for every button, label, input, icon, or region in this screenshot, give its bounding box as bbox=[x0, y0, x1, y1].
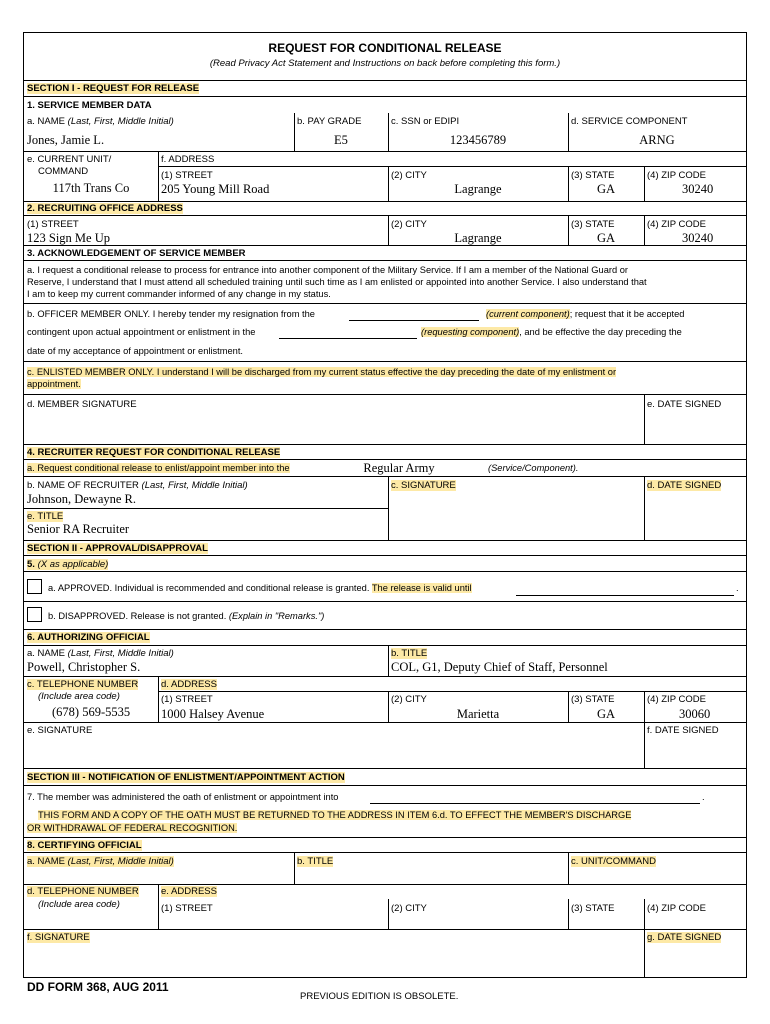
ro-state-field[interactable]: GA bbox=[596, 231, 616, 245]
ao-name-field[interactable]: Powell, Christopher S. bbox=[27, 660, 141, 674]
recruiter-signature-field[interactable] bbox=[388, 476, 644, 540]
co-unit-label: c. UNIT/COMMAND bbox=[571, 856, 656, 867]
street-field[interactable]: 205 Young Mill Road bbox=[161, 182, 270, 196]
approved-checkbox[interactable] bbox=[27, 579, 42, 594]
ack-b-line2-end: , and be effective the day preceding the bbox=[519, 327, 682, 337]
ao-city-label: (2) CITY bbox=[391, 694, 427, 705]
disapproved-text: b. DISAPPROVED. Release is not granted. (Explain in "Remarks.") bbox=[48, 611, 325, 621]
zip-field[interactable]: 30240 bbox=[682, 182, 714, 196]
ao-date-label: f. DATE SIGNED bbox=[647, 725, 719, 736]
ao-signature-field[interactable] bbox=[24, 722, 644, 768]
valid-until-blank[interactable] bbox=[516, 595, 734, 596]
approved-end: . bbox=[736, 583, 739, 593]
current-component-blank[interactable] bbox=[349, 320, 479, 321]
co-street-label: (1) STREET bbox=[161, 903, 213, 914]
co-date-label: g. DATE SIGNED bbox=[647, 932, 722, 943]
ro-state-label: (3) STATE bbox=[571, 219, 615, 230]
recruiter-title-field[interactable]: Senior RA Recruiter bbox=[27, 522, 130, 536]
co-phone-label: d. TELEPHONE NUMBER bbox=[27, 886, 139, 897]
recruiter-date-label: d. DATE SIGNED bbox=[647, 480, 722, 491]
ro-street-label: (1) STREET bbox=[27, 219, 79, 230]
item7-text: 7. The member was administered the oath of enlistment or appointment into bbox=[27, 792, 339, 802]
co-city-label: (2) CITY bbox=[391, 903, 427, 914]
member-date-signed-label: e. DATE SIGNED bbox=[647, 399, 722, 410]
section3-header: SECTION III - NOTIFICATION OF ENLISTMENT/APPOINTMENT ACTION bbox=[27, 772, 345, 783]
item3-header: 3. ACKNOWLEDGEMENT OF SERVICE MEMBER bbox=[27, 248, 246, 259]
section2-header: SECTION II - APPROVAL/DISAPPROVAL bbox=[27, 543, 208, 554]
oath-component-blank[interactable] bbox=[370, 803, 700, 804]
co-signature-label: f. SIGNATURE bbox=[27, 932, 90, 943]
ack-a-line3: I am to keep my current commander informed of any change in my status. bbox=[27, 289, 331, 299]
item2-header: 2. RECRUITING OFFICE ADDRESS bbox=[27, 203, 183, 214]
state-field[interactable]: GA bbox=[596, 182, 616, 196]
recruiter-name-field[interactable]: Johnson, Dewayne R. bbox=[27, 492, 137, 506]
member-signature-field[interactable] bbox=[24, 394, 644, 444]
ssn-field[interactable]: 123456789 bbox=[449, 133, 507, 147]
ao-zip-label: (4) ZIP CODE bbox=[647, 694, 706, 705]
item5-header: 5. (X as applicable) bbox=[27, 559, 109, 570]
state-label: (3) STATE bbox=[571, 170, 615, 181]
notice-line2: OR WITHDRAWAL OF FEDERAL RECOGNITION. bbox=[27, 823, 238, 833]
ro-city-field[interactable]: Lagrange bbox=[454, 231, 502, 245]
service-component-label: d. SERVICE COMPONENT bbox=[571, 116, 688, 127]
ack-b-line1-end: ; request that it be accepted bbox=[569, 309, 685, 319]
item1-header: 1. SERVICE MEMBER DATA bbox=[27, 100, 152, 111]
current-component-hint: (current component) bbox=[486, 309, 570, 319]
item8-header: 8. CERTIFYING OFFICIAL bbox=[27, 840, 142, 851]
member-name-field[interactable]: Jones, Jamie L. bbox=[27, 133, 105, 147]
requesting-component-hint: (requesting component) bbox=[421, 327, 520, 337]
ao-phone-hint: (Include area code) bbox=[38, 691, 120, 702]
ao-name-label: a. NAME (Last, First, Middle Initial) bbox=[27, 648, 174, 659]
ao-zip-field[interactable]: 30060 bbox=[679, 707, 711, 721]
approved-text: a. APPROVED. Individual is recommended and conditional release is granted. The release is valid until bbox=[48, 583, 472, 593]
ao-street-field[interactable]: 1000 Halsey Avenue bbox=[161, 707, 265, 721]
co-signature-field[interactable] bbox=[24, 929, 644, 977]
co-phone-hint: (Include area code) bbox=[38, 899, 120, 910]
item7-end: . bbox=[702, 792, 705, 802]
city-label: (2) CITY bbox=[391, 170, 427, 181]
ao-city-field[interactable]: Marietta bbox=[456, 707, 500, 721]
recruiter-name-label: b. NAME OF RECRUITER (Last, First, Middle Initial) bbox=[27, 480, 248, 491]
co-unit-field[interactable] bbox=[568, 852, 746, 884]
ao-phone-field[interactable]: (678) 569-5535 bbox=[52, 705, 131, 719]
co-name-field[interactable] bbox=[24, 852, 294, 884]
recruiter-signature-label: c. SIGNATURE bbox=[391, 480, 456, 491]
current-unit-label: e. CURRENT UNIT/ bbox=[27, 154, 112, 165]
ro-city-label: (2) CITY bbox=[391, 219, 427, 230]
ro-zip-field[interactable]: 30240 bbox=[682, 231, 714, 245]
section1-header: SECTION I - REQUEST FOR RELEASE bbox=[27, 83, 200, 94]
current-unit-label-2: COMMAND bbox=[38, 166, 89, 177]
notice-line1: THIS FORM AND A COPY OF THE OATH MUST BE RETURNED TO THE ADDRESS IN ITEM 6.d. TO EFFECT THE MEMBER'S DISCHARGE bbox=[38, 810, 632, 820]
co-zip-label: (4) ZIP CODE bbox=[647, 903, 706, 914]
member-name-label: a. NAME (Last, First, Middle Initial) bbox=[27, 116, 174, 127]
form-title: REQUEST FOR CONDITIONAL RELEASE bbox=[268, 41, 502, 55]
ack-a-line2: Reserve, I understand that I must attend all scheduled training until such time as I am enlisted or appointed into another Service. I also understand that bbox=[27, 277, 647, 287]
pay-grade-label: b. PAY GRADE bbox=[297, 116, 362, 127]
ack-b-line1: b. OFFICER MEMBER ONLY. I hereby tender my resignation from the bbox=[27, 309, 315, 319]
obsolete-notice: PREVIOUS EDITION IS OBSOLETE. bbox=[300, 991, 459, 1002]
service-component-field[interactable]: ARNG bbox=[639, 133, 675, 147]
ao-phone-label: c. TELEPHONE NUMBER bbox=[27, 679, 139, 690]
ack-b-line2: contingent upon actual appointment or enlistment in the bbox=[27, 327, 256, 337]
recruiter-title-label: e. TITLE bbox=[27, 511, 64, 522]
ao-state-label: (3) STATE bbox=[571, 694, 615, 705]
rec-a-tail: (Service/Component). bbox=[488, 463, 579, 473]
item4-header: 4. RECRUITER REQUEST FOR CONDITIONAL RELEASE bbox=[27, 447, 281, 458]
address-label: f. ADDRESS bbox=[161, 154, 215, 165]
ao-signature-label: e. SIGNATURE bbox=[27, 725, 93, 736]
form-subtitle: (Read Privacy Act Statement and Instructions on back before completing this form.) bbox=[209, 58, 561, 69]
requesting-service-field[interactable]: Regular Army bbox=[363, 461, 435, 475]
co-name-label: a. NAME (Last, First, Middle Initial) bbox=[27, 856, 174, 867]
form-id: DD FORM 368, AUG 2011 bbox=[27, 980, 169, 994]
item6-header: 6. AUTHORIZING OFFICIAL bbox=[27, 632, 150, 643]
co-state-label: (3) STATE bbox=[571, 903, 615, 914]
ao-address-label: d. ADDRESS bbox=[161, 679, 217, 690]
ao-street-label: (1) STREET bbox=[161, 694, 213, 705]
ack-b-line3: date of my acceptance of appointment or enlistment. bbox=[27, 346, 244, 356]
co-title-field[interactable] bbox=[294, 852, 568, 884]
rec-a-text: a. Request conditional release to enlist/appoint member into the bbox=[27, 463, 290, 473]
zip-label: (4) ZIP CODE bbox=[647, 170, 706, 181]
ro-street-field[interactable]: 123 Sign Me Up bbox=[27, 231, 110, 245]
ao-title-label: b. TITLE bbox=[391, 648, 428, 659]
ssn-label: c. SSN or EDIPI bbox=[391, 116, 460, 127]
ack-a-line1: a. I request a conditional release to process for entrance into another component of the Military Service. If I am a member of the National Guard or bbox=[27, 265, 628, 275]
ro-zip-label: (4) ZIP CODE bbox=[647, 219, 706, 230]
pay-grade-field[interactable]: E5 bbox=[334, 133, 348, 147]
co-address-label: e. ADDRESS bbox=[161, 886, 217, 897]
city-field[interactable]: Lagrange bbox=[454, 182, 502, 196]
ao-state-field[interactable]: GA bbox=[596, 707, 616, 721]
member-signature-label: d. MEMBER SIGNATURE bbox=[27, 399, 137, 410]
co-title-label: b. TITLE bbox=[297, 856, 334, 867]
street-label: (1) STREET bbox=[161, 170, 213, 181]
requesting-component-blank[interactable] bbox=[279, 338, 417, 339]
current-unit-field[interactable]: 117th Trans Co bbox=[52, 181, 130, 195]
ack-c-line1: c. ENLISTED MEMBER ONLY. I understand I will be discharged from my current status effective the day preceding the date of my enlistment or bbox=[27, 367, 617, 377]
disapproved-checkbox[interactable] bbox=[27, 607, 42, 622]
ao-title-field[interactable]: COL, G1, Deputy Chief of Staff, Personnel bbox=[391, 660, 608, 674]
ack-c-line2: appointment. bbox=[27, 379, 81, 389]
dd-form-368 bbox=[23, 32, 747, 978]
